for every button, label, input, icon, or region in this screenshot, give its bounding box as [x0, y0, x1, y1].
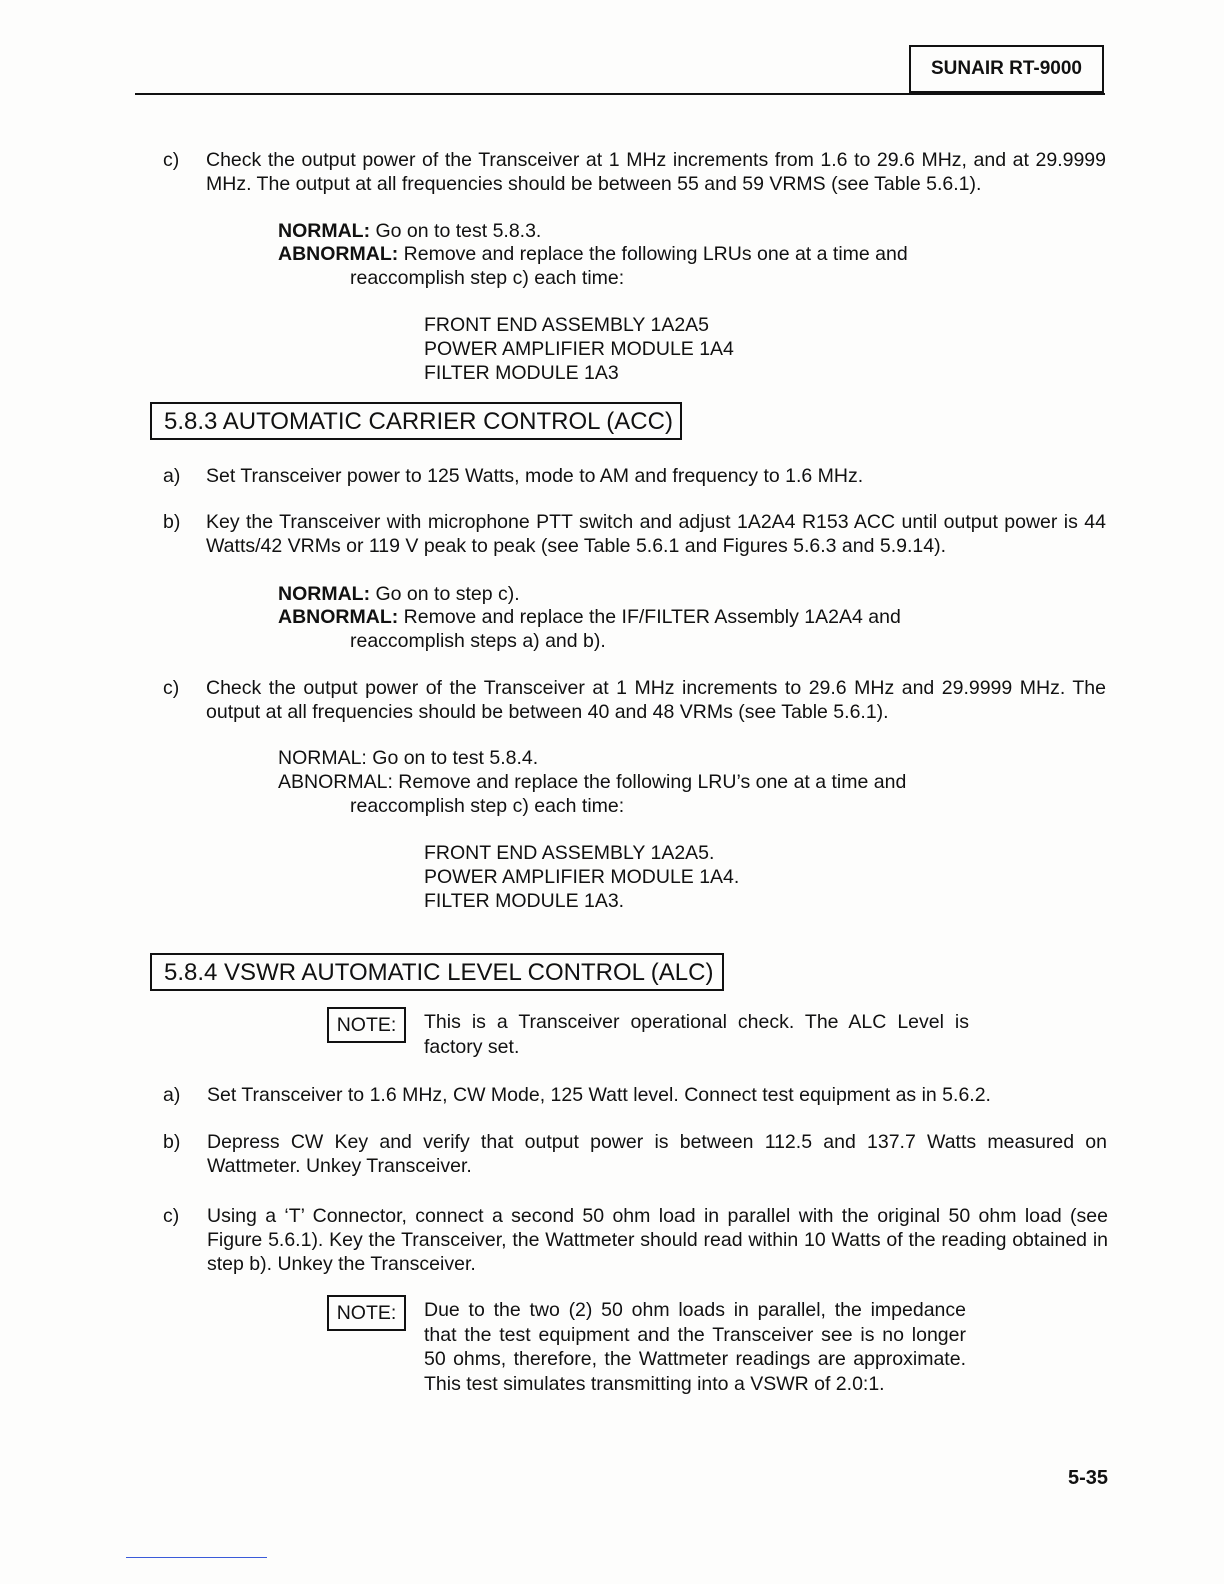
normal-line — [278, 582, 520, 606]
step-b-text: Key the Transceiver with microphone PTT switch and adjust 1A2A4 R153 ACC until output power is 44 Watts/42 VRMs or 119 V peak to peak (see Table 5.6.1 and Figures 5.6.3 and 5.9.14). — [206, 511, 1106, 557]
normal-text: Go on to test 5.8.3. — [375, 220, 542, 242]
step-b-label: b) — [163, 1131, 181, 1153]
note-label-box: NOTE: — [327, 1295, 406, 1331]
step-a-text: Set Transceiver power to 125 Watts, mode to AM and frequency to 1.6 MHz. — [206, 465, 864, 487]
abnormal-text: Remove and replace the following LRU’s one at a time and — [398, 771, 907, 793]
step-b-label: b) — [163, 511, 181, 533]
lru-item: POWER AMPLIFIER MODULE 1A4 — [424, 338, 734, 360]
step-a-label: a) — [163, 1084, 181, 1106]
abnormal-line — [278, 605, 901, 629]
lru-item: FRONT END ASSEMBLY 1A2A5. — [424, 842, 715, 864]
lru-item: FRONT END ASSEMBLY 1A2A5 — [424, 314, 710, 336]
normal-line — [278, 219, 541, 243]
step-a-label: a) — [163, 465, 181, 487]
step-c-text: Using a ‘T’ Connector, connect a second 50 ohm load in parallel with the original 50 ohm load (see Figure 5.6.1). Key the Transceiver, the Wattmeter should read within 10 Watts of the reading obtained in step b). Unkey the Transceiver. — [207, 1205, 1108, 1275]
abnormal-text-cont: reaccomplish step c) each time: — [350, 267, 625, 289]
section-title-5-8-3: 5.8.3 AUTOMATIC CARRIER CONTROL (ACC) — [150, 402, 682, 440]
abnormal-label: ABNORMAL: — [278, 606, 399, 628]
abnormal-text: Remove and replace the IF/FILTER Assembly 1A2A4 and — [403, 606, 901, 628]
abnormal-text-cont: reaccomplish step c) each time: — [350, 795, 625, 817]
step-c-text: Check the output power of the Transceiver at 1 MHz increments to 29.6 MHz and 29.9999 MHz. The output at all frequencies should be between 40 and 48 VRMs (see Table 5.6.1). — [206, 677, 1106, 723]
abnormal-text: Remove and replace the following LRUs one at a time and — [403, 243, 908, 265]
step-c-label: c) — [163, 149, 180, 171]
step-c-label: c) — [163, 677, 180, 699]
note-text: This is a Transceiver operational check. The ALC Level is factory set. — [424, 1011, 969, 1058]
step-c-text: Check the output power of the Transceiver at 1 MHz increments from 1.6 to 29.6 MHz, and at 29.9999 MHz. The output at all frequencies should be between 55 and 59 VRMS (see Table 5.6.1). — [206, 149, 1106, 195]
abnormal-text-cont: reaccomplish steps a) and b). — [350, 630, 606, 652]
document-id: SUNAIR RT-9000 — [909, 45, 1104, 93]
normal-label: NORMAL: — [278, 583, 371, 605]
abnormal-label: ABNORMAL: — [278, 771, 393, 793]
abnormal-line — [278, 242, 908, 266]
normal-label: NORMAL: — [278, 747, 367, 769]
step-b-text: Depress CW Key and verify that output power is between 112.5 and 137.7 Watts measured on Wattmeter. Unkey Transceiver. — [207, 1131, 1107, 1177]
abnormal-line — [278, 770, 906, 794]
normal-line — [278, 746, 538, 770]
lru-item: FILTER MODULE 1A3. — [424, 890, 625, 912]
footer-rule — [126, 1557, 267, 1558]
page-number: 5-35 — [1068, 1467, 1109, 1489]
step-c-label: c) — [163, 1205, 180, 1227]
section-title-5-8-4: 5.8.4 VSWR AUTOMATIC LEVEL CONTROL (ALC) — [150, 953, 724, 991]
normal-text: Go on to test 5.8.4. — [372, 747, 539, 769]
normal-label: NORMAL: — [278, 220, 371, 242]
note-text: Due to the two (2) 50 ohm loads in parallel, the impedance that the test equipment and the Transceiver see is no longer 50 ohms, therefore, the Wattmeter readings are approximate. This test simulates transmitting into a VSWR of 2.0:1. — [424, 1299, 966, 1395]
normal-text: Go on to step c). — [375, 583, 520, 605]
note-label-box: NOTE: — [327, 1007, 406, 1043]
lru-item: POWER AMPLIFIER MODULE 1A4. — [424, 866, 740, 888]
step-a-text: Set Transceiver to 1.6 MHz, CW Mode, 125 Watt level. Connect test equipment as in 5.6.2. — [207, 1084, 991, 1106]
lru-item: FILTER MODULE 1A3 — [424, 362, 619, 384]
header-rule — [135, 93, 1105, 95]
abnormal-label: ABNORMAL: — [278, 243, 399, 265]
